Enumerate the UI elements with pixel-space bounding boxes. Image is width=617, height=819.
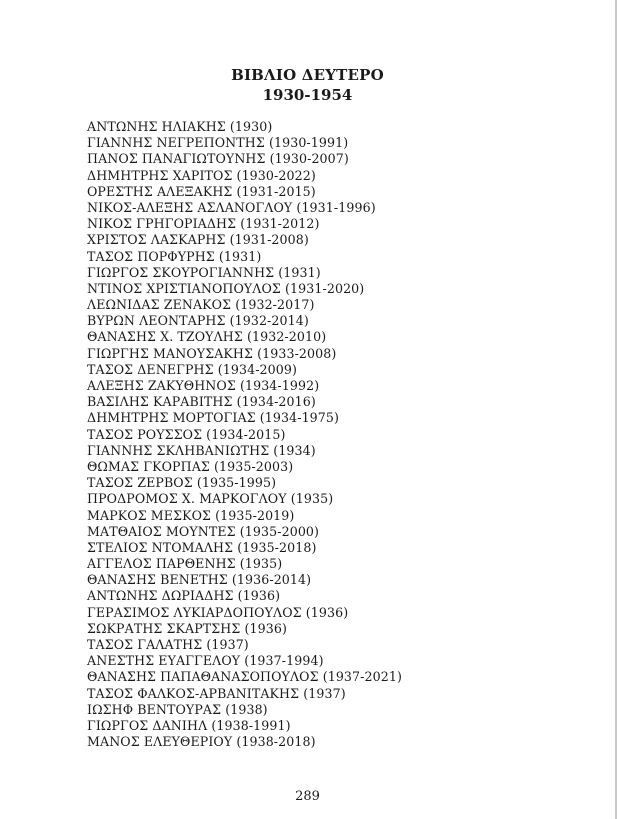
list-item: ΝΙΚΟΣ-ΑΛΕΞΗΣ ΑΣΛΑΝΟΓΛΟΥ (1931-1996) [87,199,376,215]
list-item: ΒΥΡΩΝ ΛΕΟΝΤΑΡΗΣ (1932-2014) [87,313,309,329]
list-item: ΒΑΣΙΛΗΣ ΚΑΡΑΒΙΤΗΣ (1934-2016) [87,394,316,410]
list-item: ΣΤΕΛΙΟΣ ΝΤΟΜΑΛΗΣ (1935-2018) [87,539,317,555]
list-item: ΜΑΤΘΑΙΟΣ ΜΟΥΝΤΕΣ (1935-2000) [87,523,320,539]
list-item: ΜΑΡΚΟΣ ΜΕΣΚΟΣ (1935-2019) [87,507,295,523]
list-item: ΑΝΤΩΝΗΣ ΗΛΙΑΚΗΣ (1930) [87,119,273,134]
list-item: ΓΕΡΑΣΙΜΟΣ ΛΥΚΙΑΡΔΟΠΟΥΛΟΣ (1936) [87,604,349,620]
list-item: ΛΕΩΝΙΔΑΣ ΖΕΝΑΚΟΣ (1932-2017) [87,297,315,313]
section-period: 1930-1954 [262,86,353,104]
list-item: ΤΑΣΟΣ ΦΑΛΚΟΣ-ΑΡΒΑΝΙΤΑΚΗΣ (1937) [87,685,346,701]
poet-list [87,119,402,750]
list-item: ΓΙΩΡΓΟΣ ΔΑΝΙΗΛ (1938-1991) [87,717,291,733]
list-item: ΘΑΝΑΣΗΣ ΒΕΝΕΤΗΣ (1936-2014) [87,572,312,588]
list-item: ΘΑΝΑΣΗΣ Χ. ΤΖΟΥΛΗΣ (1932-2010) [87,329,327,345]
list-item: ΑΝΕΣΤΗΣ ΕΥΑΓΓΕΛΟΥ (1937-1994) [87,653,324,669]
list-item: ΤΑΣΟΣ ΠΟΡΦΥΡΗΣ (1931) [87,248,262,264]
list-item: ΓΙΑΝΝΗΣ ΝΕΓΡΕΠΟΝΤΗΣ (1930-1991) [87,135,349,151]
page-number: 289 [295,789,320,804]
list-item: ΤΑΣΟΣ ΔΕΝΕΓΡΗΣ (1934-2009) [87,361,298,377]
list-item: ΠΑΝΟΣ ΠΑΝΑΓΙΩΤΟΥΝΗΣ (1930-2007) [87,151,349,167]
list-item: ΓΙΑΝΝΗΣ ΣΚΛΗΒΑΝΙΩΤΗΣ (1934) [87,442,316,458]
list-item: ΝΤΙΝΟΣ ΧΡΙΣΤΙΑΝΟΠΟΥΛΟΣ (1931-2020) [87,280,365,296]
list-item: ΘΑΝΑΣΗΣ ΠΑΠΑΘΑΝΑΣΟΠΟΥΛΟΣ (1937-2021) [87,669,402,685]
list-item: ΑΛΕΞΗΣ ΖΑΚΥΘΗΝΟΣ (1934-1992) [87,378,320,393]
list-item: ΑΓΓΕΛΟΣ ΠΑΡΘΕΝΗΣ (1935) [87,556,283,572]
list-item: ΧΡΙΣΤΟΣ ΛΑΣΚΑΡΗΣ (1931-2008) [87,232,309,248]
list-item: ΝΙΚΟΣ ΓΡΗΓΟΡΙΑΔΗΣ (1931-2012) [87,216,320,232]
list-item: ΣΩΚΡΑΤΗΣ ΣΚΑΡΤΣΗΣ (1936) [87,620,287,636]
section-title: ΒΙΒΛΙΟ ΔΕΥΤΕΡΟ [231,66,384,84]
list-item: ΜΑΝΟΣ ΕΛΕΥΘΕΡΙΟΥ (1938-2018) [87,734,316,750]
list-item: ΤΑΣΟΣ ΓΑΛΑΤΗΣ (1937) [87,637,249,652]
list-item: ΙΩΣΗΦ ΒΕΝΤΟΥΡΑΣ (1938) [87,701,268,717]
list-item: ΠΡΟΔΡΟΜΟΣ Χ. ΜΑΡΚΟΓΛΟΥ (1935) [87,491,334,507]
list-item: ΤΑΣΟΣ ΖΕΡΒΟΣ (1935-1995) [87,475,277,491]
list-item: ΟΡΕΣΤΗΣ ΑΛΕΞΑΚΗΣ (1931-2015) [87,183,316,199]
list-item: ΔΗΜΗΤΡΗΣ ΧΑΡΙΤΟΣ (1930-2022) [87,167,316,183]
list-item: ΔΗΜΗΤΡΗΣ ΜΟΡΤΟΓΙΑΣ (1934-1975) [87,410,340,426]
list-item: ΑΝΤΩΝΗΣ ΔΩΡΙΑΔΗΣ (1936) [87,588,281,604]
list-item: ΘΩΜΑΣ ΓΚΟΡΠΑΣ (1935-2003) [87,458,294,474]
list-item: ΓΙΩΡΓΟΣ ΣΚΟΥΡΟΓΙΑΝΝΗΣ (1931) [87,264,321,280]
list-item: ΓΙΩΡΓΗΣ ΜΑΝΟΥΣΑΚΗΣ (1933-2008) [87,345,337,361]
list-item: ΤΑΣΟΣ ΡΟΥΣΣΟΣ (1934-2015) [87,426,286,442]
